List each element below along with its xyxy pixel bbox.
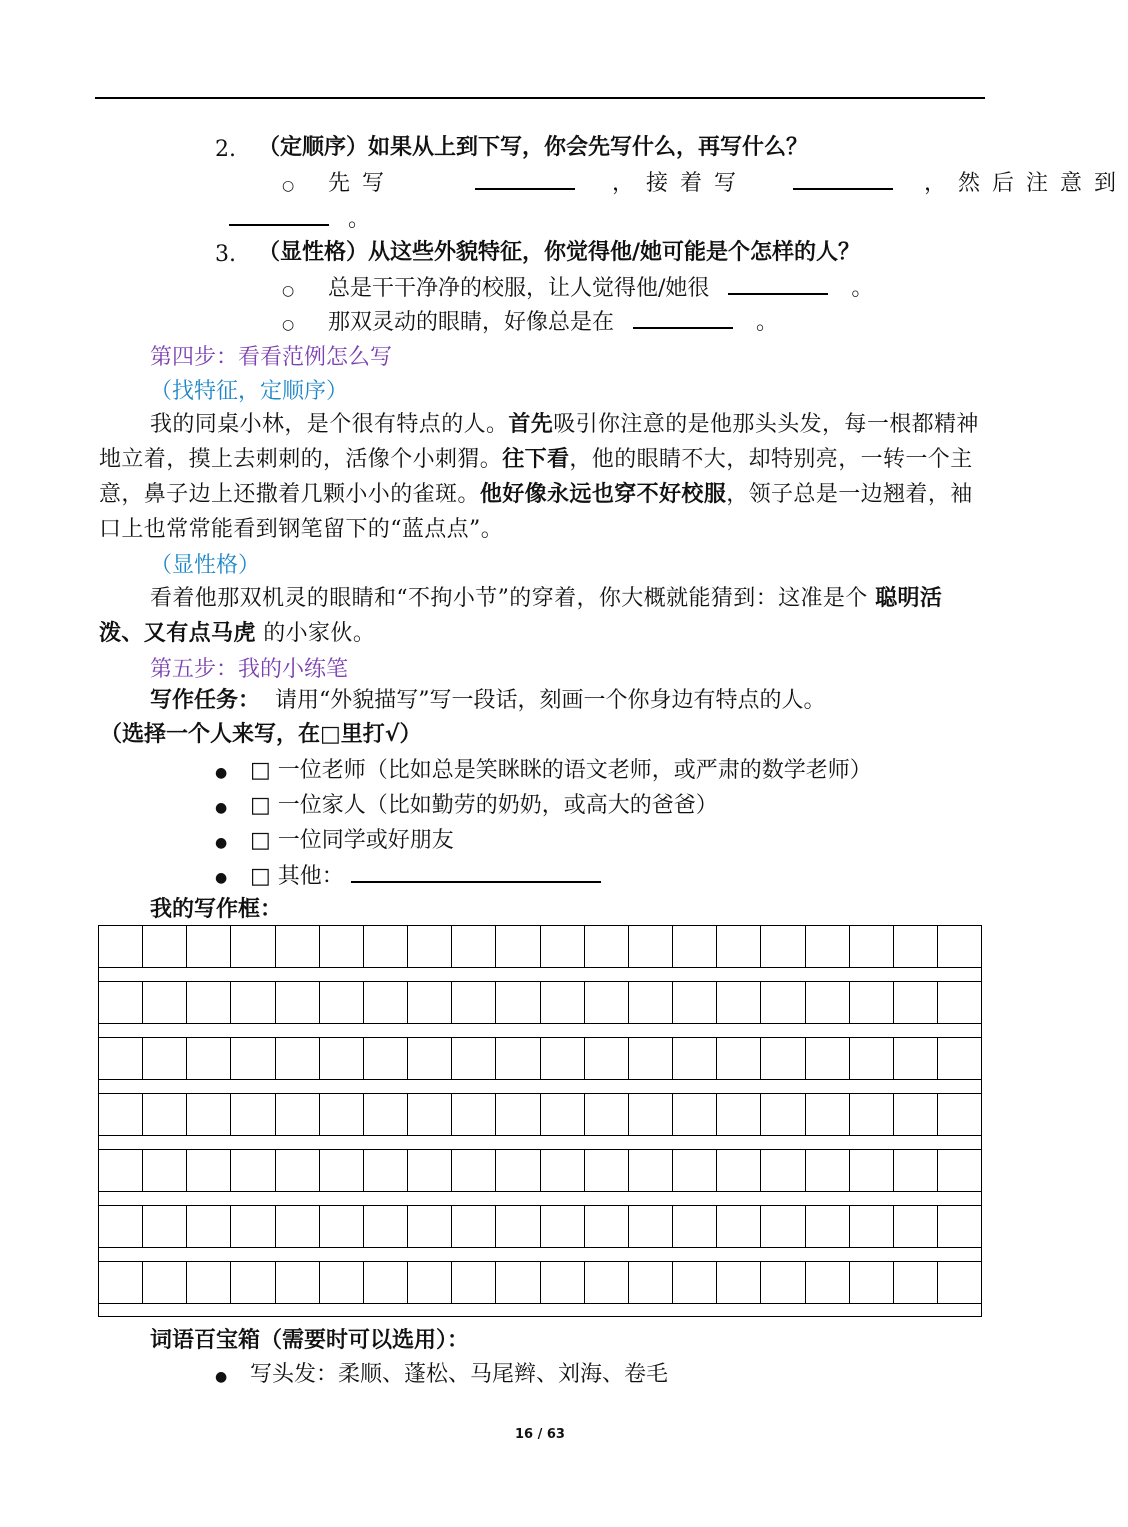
grid-cell[interactable] <box>452 926 496 967</box>
grid-cell[interactable] <box>496 1038 540 1079</box>
writing-task <box>150 686 826 716</box>
grid-cell[interactable] <box>806 1094 850 1135</box>
step5-title: 第五步：我的小练笔 <box>150 657 349 682</box>
grid-cell[interactable] <box>938 926 981 967</box>
grid-cell[interactable] <box>761 1094 805 1135</box>
q3-text: （显性格）从这些外貌特征，你觉得他/她可能是个怎样的人？ <box>258 240 861 265</box>
q3-line2-text: 那双灵动的眼睛，好像总是在 <box>328 310 615 335</box>
grid-row-gap <box>98 1247 982 1261</box>
grid-cell[interactable] <box>408 1150 452 1191</box>
grid-cell[interactable] <box>452 1262 496 1303</box>
grid-cell[interactable] <box>99 982 143 1023</box>
grid-cell[interactable] <box>629 1262 673 1303</box>
grid-cell[interactable] <box>938 1038 981 1079</box>
grid-cell[interactable] <box>231 1262 275 1303</box>
grid-cell[interactable] <box>187 1262 231 1303</box>
q3-line2-end: 。 <box>756 310 779 335</box>
grid-cell[interactable] <box>850 1094 894 1135</box>
grid-cell[interactable] <box>761 1150 805 1191</box>
grid-cell[interactable] <box>99 1038 143 1079</box>
grid-cell[interactable] <box>585 1038 629 1079</box>
grid-cell[interactable] <box>629 926 673 967</box>
grid-cell[interactable] <box>364 1038 408 1079</box>
q2-answer-part3: ，然后注意到 <box>924 171 1128 196</box>
option-classmate[interactable]: □ 一位同学或好朋友 <box>250 828 454 853</box>
grid-cell[interactable] <box>276 1150 320 1191</box>
grid-cell[interactable] <box>541 926 585 967</box>
grid-cell[interactable] <box>408 1262 452 1303</box>
grid-cell[interactable] <box>894 926 938 967</box>
grid-cell[interactable] <box>320 1150 364 1191</box>
bullet-icon: ● <box>215 800 228 816</box>
grid-cell[interactable] <box>496 1094 540 1135</box>
bullet-icon: ● <box>215 835 228 851</box>
grid-cell[interactable] <box>541 1094 585 1135</box>
grid-cell[interactable] <box>452 982 496 1023</box>
grid-cell[interactable] <box>99 1206 143 1247</box>
grid-row-gap <box>98 1079 982 1093</box>
option-other-row <box>250 861 601 892</box>
grid-cell[interactable] <box>320 982 364 1023</box>
p1-bold1: 首先 <box>508 412 554 437</box>
grid-cell[interactable] <box>850 1150 894 1191</box>
q3-line1-end: 。 <box>851 276 874 301</box>
grid-cell[interactable] <box>541 1206 585 1247</box>
q3-number: 3. <box>215 242 236 267</box>
grid-cell[interactable] <box>894 1206 938 1247</box>
grid-cell[interactable] <box>629 1150 673 1191</box>
grid-cell[interactable] <box>806 1150 850 1191</box>
grid-cell[interactable] <box>585 926 629 967</box>
grid-cell[interactable] <box>99 926 143 967</box>
option-other[interactable]: □ 其他： <box>250 864 344 889</box>
choose-instruction: （选择一个人来写，在□里打√） <box>100 722 422 747</box>
blank-next[interactable] <box>793 168 893 190</box>
grid-cell[interactable] <box>452 1094 496 1135</box>
grid-cell[interactable] <box>541 982 585 1023</box>
grid-cell[interactable] <box>231 982 275 1023</box>
grid-cell[interactable] <box>585 1094 629 1135</box>
q2-answer-line2 <box>229 204 370 235</box>
grid-cell[interactable] <box>408 1038 452 1079</box>
grid-cell[interactable] <box>187 982 231 1023</box>
p1-bold2: 往下看 <box>502 447 570 472</box>
circle-bullet-icon: ○ <box>282 283 295 299</box>
grid-cell[interactable] <box>673 1094 717 1135</box>
grid-cell[interactable] <box>717 1206 761 1247</box>
grid-cell[interactable] <box>143 1094 187 1135</box>
p2-seg1: 看着他那双机灵的眼睛和“不拘小节”的穿着，你大概就能猜到：这准是个 <box>150 586 868 611</box>
grid-cell[interactable] <box>850 1038 894 1079</box>
grid-cell[interactable] <box>938 1206 981 1247</box>
grid-row <box>98 1205 982 1247</box>
p1-seg1: 我的同桌小林，是个很有特点的人。 <box>150 412 509 437</box>
grid-cell[interactable] <box>761 1206 805 1247</box>
grid-cell[interactable] <box>806 982 850 1023</box>
p1-seg3: ，他的眼睛不大，却特别亮，一转一个主意，鼻子边上还撒着几颗小小的雀斑。 <box>99 447 973 507</box>
circle-bullet-icon: ○ <box>282 178 295 194</box>
grid-cell[interactable] <box>629 982 673 1023</box>
grid-cell[interactable] <box>585 1150 629 1191</box>
grid-cell[interactable] <box>717 926 761 967</box>
p1-seg2: 吸引你注意的是他那头头发，每一根都精神地立着，摸上去刺刺的，活像个小刺猬。 <box>99 412 979 472</box>
task-text: 请用“外貌描写”写一段话，刻画一个你身边有特点的人。 <box>275 688 826 713</box>
grid-row-gap <box>98 1135 982 1149</box>
grid-cell[interactable] <box>143 1150 187 1191</box>
grid-cell[interactable] <box>320 1094 364 1135</box>
grid-cell[interactable] <box>717 1262 761 1303</box>
p2-bold1: 聪明活泼、又有点马虎 <box>99 586 943 646</box>
step4-subtitle-features: （找特征，定顺序） <box>150 379 349 404</box>
circle-bullet-icon: ○ <box>282 317 295 333</box>
grid-cell[interactable] <box>452 1038 496 1079</box>
grid-cell[interactable] <box>320 1206 364 1247</box>
grid-cell[interactable] <box>629 1094 673 1135</box>
grid-cell[interactable] <box>717 1150 761 1191</box>
task-label: 写作任务： <box>150 688 261 713</box>
grid-cell[interactable] <box>408 982 452 1023</box>
grid-cell[interactable] <box>187 1150 231 1191</box>
grid-cell[interactable] <box>364 1262 408 1303</box>
grid-cell[interactable] <box>231 1094 275 1135</box>
grid-cell[interactable] <box>496 1262 540 1303</box>
grid-cell[interactable] <box>231 1038 275 1079</box>
grid-cell[interactable] <box>276 1262 320 1303</box>
grid-cell[interactable] <box>276 1094 320 1135</box>
p1-bold3: 他好像永远也穿不好校服 <box>479 482 727 507</box>
grid-cell[interactable] <box>364 926 408 967</box>
grid-row <box>98 981 982 1023</box>
step4-subtitle-personality: （显性格） <box>150 553 261 578</box>
grid-cell[interactable] <box>320 926 364 967</box>
grid-cell[interactable] <box>761 926 805 967</box>
grid-row-gap <box>98 967 982 981</box>
grid-cell[interactable] <box>276 1038 320 1079</box>
grid-cell[interactable] <box>452 1206 496 1247</box>
blank-eyes[interactable] <box>633 307 733 329</box>
grid-cell[interactable] <box>408 926 452 967</box>
grid-cell[interactable] <box>585 1206 629 1247</box>
grid-cell[interactable] <box>187 1094 231 1135</box>
grid-cell[interactable] <box>276 982 320 1023</box>
grid-cell[interactable] <box>894 1262 938 1303</box>
bullet-icon: ● <box>215 765 228 781</box>
grid-cell[interactable] <box>761 1038 805 1079</box>
grid-cell[interactable] <box>496 1150 540 1191</box>
grid-cell[interactable] <box>629 1206 673 1247</box>
grid-cell[interactable] <box>541 1038 585 1079</box>
blank-first[interactable] <box>475 168 575 190</box>
grid-cell[interactable] <box>541 1150 585 1191</box>
grid-row <box>98 925 982 967</box>
grid-cell[interactable] <box>143 1206 187 1247</box>
grid-cell[interactable] <box>938 982 981 1023</box>
q3-line1-text: 总是干干净净的校服，让人觉得他/她很 <box>328 276 710 301</box>
q2-answer-part1: 先写 <box>328 171 397 196</box>
option-family[interactable]: □ 一位家人（比如勤劳的奶奶，或高大的爸爸） <box>250 793 718 818</box>
q2-answer-end: 。 <box>348 207 371 232</box>
grid-cell[interactable] <box>806 926 850 967</box>
bullet-icon: ● <box>215 1369 228 1385</box>
writing-box-title: 我的写作框： <box>150 897 283 922</box>
writing-grid[interactable] <box>98 925 982 1317</box>
q2-answer-line <box>328 168 1128 199</box>
other-blank[interactable] <box>351 861 601 883</box>
q3-line1 <box>328 273 873 304</box>
wordbox-title: 词语百宝箱（需要时可以选用）： <box>150 1328 470 1353</box>
wordbox-item-hair: 写头发：柔顺、蓬松、马尾辫、刘海、卷毛 <box>250 1362 669 1387</box>
q3-line2 <box>328 307 778 338</box>
grid-cell[interactable] <box>629 1038 673 1079</box>
grid-cell[interactable] <box>761 1262 805 1303</box>
grid-cell[interactable] <box>231 926 275 967</box>
grid-cell[interactable] <box>320 1038 364 1079</box>
option-teacher[interactable]: □ 一位老师（比如总是笑眯眯的语文老师，或严肃的数学老师） <box>250 758 872 783</box>
grid-cell[interactable] <box>99 1150 143 1191</box>
grid-cell[interactable] <box>806 1262 850 1303</box>
bullet-icon: ● <box>215 870 228 886</box>
grid-cell[interactable] <box>364 982 408 1023</box>
grid-cell[interactable] <box>143 926 187 967</box>
grid-row-gap <box>98 1303 982 1317</box>
grid-cell[interactable] <box>850 982 894 1023</box>
grid-cell[interactable] <box>276 1206 320 1247</box>
grid-cell[interactable] <box>938 1150 981 1191</box>
grid-row-gap <box>98 1191 982 1205</box>
grid-cell[interactable] <box>673 982 717 1023</box>
blank-notice[interactable] <box>229 204 329 226</box>
p2-seg2: 的小家伙。 <box>263 621 376 646</box>
grid-cell[interactable] <box>850 926 894 967</box>
step4-title: 第四步：看看范例怎么写 <box>150 345 393 370</box>
grid-cell[interactable] <box>850 1206 894 1247</box>
grid-cell[interactable] <box>187 1206 231 1247</box>
grid-cell[interactable] <box>143 1038 187 1079</box>
header-rule <box>95 97 985 99</box>
grid-row <box>98 1261 982 1303</box>
grid-cell[interactable] <box>364 1094 408 1135</box>
grid-cell[interactable] <box>408 1094 452 1135</box>
grid-cell[interactable] <box>673 1206 717 1247</box>
grid-cell[interactable] <box>496 1206 540 1247</box>
grid-row-gap <box>98 1023 982 1037</box>
grid-cell[interactable] <box>894 1094 938 1135</box>
blank-trait[interactable] <box>728 273 828 295</box>
grid-row <box>98 1037 982 1079</box>
page-number: 16 / 63 <box>515 1427 565 1442</box>
grid-cell[interactable] <box>938 1262 981 1303</box>
grid-cell[interactable] <box>408 1206 452 1247</box>
grid-cell[interactable] <box>143 1262 187 1303</box>
grid-cell[interactable] <box>99 1094 143 1135</box>
grid-cell[interactable] <box>99 1262 143 1303</box>
grid-cell[interactable] <box>673 1150 717 1191</box>
grid-cell[interactable] <box>585 1262 629 1303</box>
grid-cell[interactable] <box>894 1150 938 1191</box>
grid-cell[interactable] <box>143 982 187 1023</box>
grid-cell[interactable] <box>717 982 761 1023</box>
grid-cell[interactable] <box>496 982 540 1023</box>
grid-cell[interactable] <box>806 1038 850 1079</box>
grid-cell[interactable] <box>938 1094 981 1135</box>
grid-cell[interactable] <box>187 926 231 967</box>
grid-cell[interactable] <box>187 1038 231 1079</box>
grid-cell[interactable] <box>894 982 938 1023</box>
grid-cell[interactable] <box>894 1038 938 1079</box>
grid-cell[interactable] <box>276 926 320 967</box>
grid-cell[interactable] <box>541 1262 585 1303</box>
grid-cell[interactable] <box>717 1038 761 1079</box>
p1-seg4: ，领子总是一边翘着，袖口上也常常能看到钢笔留下的“蓝点点”。 <box>99 482 973 542</box>
grid-cell[interactable] <box>850 1262 894 1303</box>
example-paragraph-2 <box>99 581 983 651</box>
grid-cell[interactable] <box>231 1150 275 1191</box>
q2-text: （定顺序）如果从上到下写，你会先写什么，再写什么？ <box>258 135 809 160</box>
grid-cell[interactable] <box>231 1206 275 1247</box>
grid-cell[interactable] <box>364 1206 408 1247</box>
q2-number: 2. <box>215 137 236 162</box>
grid-cell[interactable] <box>673 1262 717 1303</box>
grid-cell[interactable] <box>452 1150 496 1191</box>
grid-cell[interactable] <box>673 1038 717 1079</box>
grid-cell[interactable] <box>717 1094 761 1135</box>
grid-cell[interactable] <box>673 926 717 967</box>
grid-cell[interactable] <box>761 982 805 1023</box>
grid-cell[interactable] <box>320 1262 364 1303</box>
q2-answer-part2: ，接着写 <box>612 171 749 196</box>
grid-row <box>98 1093 982 1135</box>
grid-cell[interactable] <box>585 982 629 1023</box>
grid-cell[interactable] <box>364 1150 408 1191</box>
grid-row <box>98 1149 982 1191</box>
example-paragraph-1 <box>99 407 983 547</box>
grid-cell[interactable] <box>496 926 540 967</box>
grid-cell[interactable] <box>806 1206 850 1247</box>
